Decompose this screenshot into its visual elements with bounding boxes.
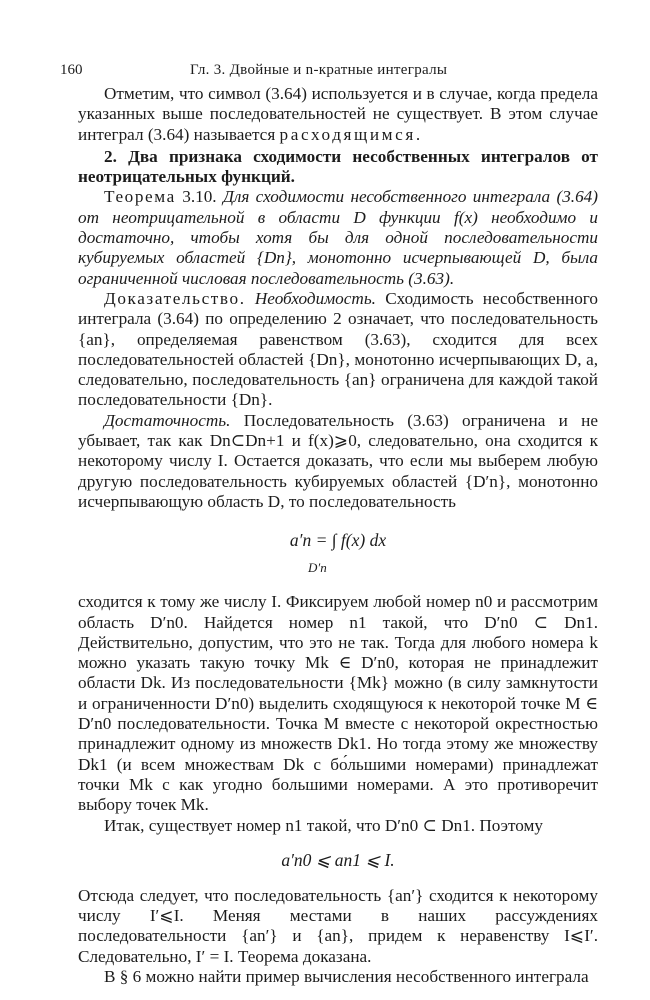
proof-sufficiency-paragraph [78, 411, 598, 512]
formula-integral-domain: D′n [308, 560, 327, 576]
text-body [78, 84, 598, 987]
theorem-statement: Для сходимости несобственного интеграла (3.64) от неотрицательной в области D функции f(x) необходимо и достаточно, чтобы хотя бы для одной последовательности кубируемых областей {Dn}, монотонно исчерпывающей D, была ограниченной числовая последовательность (3.63). [78, 187, 599, 288]
paragraph-divergent-note [78, 84, 598, 145]
theorem-label: Теорема [104, 187, 176, 207]
theorem-paragraph [78, 187, 598, 288]
formula-integral-text: a′n = ∫ f(x) dx [289, 530, 387, 551]
formula-integral [78, 512, 598, 592]
book-page [60, 62, 599, 987]
section-heading: 2. Два признака сходимости несобственных интегралов от неотрицательных функций. [78, 146, 598, 187]
necessity-label: Необходимость. [254, 288, 376, 308]
page-number: 160 [60, 62, 83, 78]
paragraph-example-ref: В § 6 можно найти пример вычисления несобственного интеграла [104, 966, 589, 986]
para1-end: . [415, 124, 421, 144]
running-header [60, 62, 598, 84]
sufficiency-text: Последовательность (3.63) ограничена и не убывает, так как Dn⊂Dn+1 и f(x)⩾0, следовательно, она сходится к некоторому числу I. Остается доказать, что если мы выберем любую другую последовательность кубируемых областей {D′n}, монотонно исчерпывающую область D, то последовательность [78, 410, 598, 511]
proof-necessity-paragraph [78, 289, 598, 411]
para1-text: Отметим, что символ (3.64) используется и в случае, когда предела указанных выше последовательностей не существует. В этом случае интеграл (3.64) называется [78, 84, 598, 144]
theorem-number: 3.10. [175, 187, 223, 207]
term-divergent: расходящимся [279, 124, 416, 144]
chapter-title: Гл. 3. Двойные и n-кратные интегралы [190, 62, 448, 78]
paragraph-theorem-proved: Отсюда следует, что последовательность {an′} сходится к некоторому числу I′⩽I. Меняя местами в наших рассуждениях последовательности {an′} и {an}, придем к неравенству I⩽I′. Следовательно, I′ = I. Теорема доказана. [78, 885, 598, 966]
paragraph-proof-continuation: сходится к тому же числу I. Фиксируем любой номер n0 и рассмотрим область D′n0. Найдется номер n1 такой, что D′n0 ⊂ Dn1. Действительно, допустим, что это не так. Тогда для любого номера k можно указать такую точку Mk ∈ D′n0, которая не принадлежит области Dk. Из последовательности {Mk} можно (в силу замкнутости и ограниченности D′n0) выделить сходящуюся к некоторой точке M ∈ D′n0 последовательности. Точка M вместе с некоторой окрестностью принадлежит одному из множеств Dk1. Но тогда этому же множеству Dk1 (и всем множествам Dk с бо́льшими номерами) принадлежат точки Mk с как угодно большими номерами. А это противоречит выбору точек Mk. [78, 592, 598, 815]
formula-inequality-text: a′n0 ⩽ an1 ⩽ I. [281, 849, 395, 870]
formula-inequality [78, 836, 598, 886]
sufficiency-label: Достаточность. [104, 410, 231, 430]
proof-label: Доказательство. [104, 288, 246, 308]
necessity-text: Сходимость несобственного интеграла (3.64) по определению 2 означает, что последовательность {an}, определяемая равенством (3.63), сходится для всех последовательностей областей {Dn}, монотонно исчерпывающих D, а, следовательно, последовательность {an} ограничена для каждой такой последовательности {Dn}. [78, 288, 599, 410]
paragraph-conclusion-number: Итак, существует номер n1 такой, что D′n0 ⊂ Dn1. Поэтому [104, 815, 544, 835]
